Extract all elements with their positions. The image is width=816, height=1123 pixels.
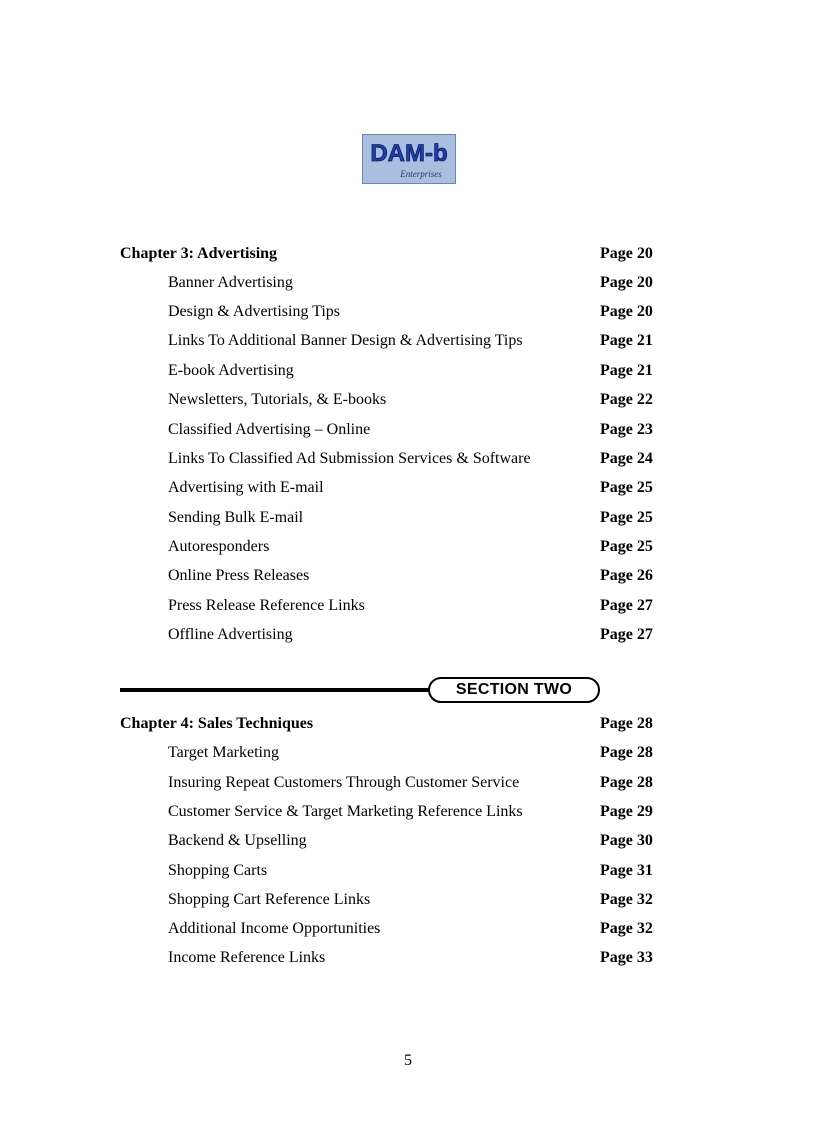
chapter-page: Page 20 [600,245,653,262]
toc-entry[interactable] [0,741,816,765]
toc-entry-page: Page 26 [600,567,653,584]
toc-entry-page: Page 31 [600,862,653,879]
toc-entry-page: Page 29 [600,803,653,820]
toc-entry[interactable] [0,946,816,970]
chapter-3-heading[interactable] [0,242,816,266]
toc-entry-title: Offline Advertising [168,626,293,643]
toc-entry-page: Page 30 [600,832,653,849]
toc-entry[interactable] [0,535,816,559]
toc-entry[interactable] [0,329,816,353]
toc-entry-title: Banner Advertising [168,274,293,291]
chapter-title: Chapter 3: Advertising [120,245,278,262]
toc-entry[interactable] [0,271,816,295]
toc-entry-title: Classified Advertising – Online [168,421,371,438]
toc-entry[interactable] [0,418,816,442]
toc-entry[interactable] [0,800,816,824]
toc-entry-title: Press Release Reference Links [168,597,365,614]
toc-entry-title: Target Marketing [168,744,279,761]
toc-entry-title: Income Reference Links [168,949,326,966]
toc-entry-title: Additional Income Opportunities [168,920,381,937]
section-rule [120,688,438,692]
toc-entry-title: Customer Service & Target Marketing Reference Links [168,803,523,820]
toc-entry[interactable] [0,476,816,500]
toc-entry-title: Links To Additional Banner Design & Advertising Tips [168,332,523,349]
toc-entry[interactable] [0,300,816,324]
chapter-page: Page 28 [600,715,653,732]
toc-entry-page: Page 25 [600,479,653,496]
toc-entry-page: Page 33 [600,949,653,966]
toc-entry-page: Page 21 [600,362,653,379]
toc-entry-page: Page 22 [600,391,653,408]
toc-entry-title: Advertising with E-mail [168,479,324,496]
toc-entry-title: Shopping Carts [168,862,268,879]
toc-entry-title: Online Press Releases [168,567,310,584]
toc-entry-page: Page 32 [600,891,653,908]
toc-entry[interactable] [0,623,816,647]
svg-text:Enterprises: Enterprises [400,169,442,179]
toc-entry-title: Sending Bulk E-mail [168,509,304,526]
toc-entry-page: Page 27 [600,626,653,643]
toc-entry-page: Page 27 [600,597,653,614]
toc-entry-title: Shopping Cart Reference Links [168,891,371,908]
toc-entry-title: Newsletters, Tutorials, & E-books [168,391,387,408]
toc-entry[interactable] [0,771,816,795]
toc-entry-page: Page 32 [600,920,653,937]
toc-entry-title: Autoresponders [168,538,270,555]
toc-entry[interactable] [0,506,816,530]
toc-entry-title: Insuring Repeat Customers Through Customer Service [168,774,520,791]
toc-entry[interactable] [0,564,816,588]
page-number: 5 [404,1052,412,1069]
section-two-divider [120,675,610,707]
toc-entry[interactable] [0,388,816,412]
toc-entry-page: Page 20 [600,274,653,291]
toc-entry[interactable] [0,917,816,941]
toc-entry-page: Page 20 [600,303,653,320]
toc-entry[interactable] [0,359,816,383]
toc-entry-title: Backend & Upselling [168,832,307,849]
toc-entry-page: Page 28 [600,744,653,761]
svg-text:DAM-b: DAM-b [370,140,448,167]
toc-entry-page: Page 23 [600,421,653,438]
toc-entry-page: Page 24 [600,450,653,467]
toc-entry[interactable] [0,859,816,883]
toc-entry[interactable] [0,888,816,912]
toc-entry-page: Page 25 [600,509,653,526]
toc-entry-title: E-book Advertising [168,362,294,379]
toc-entry-page: Page 28 [600,774,653,791]
toc-entry-page: Page 21 [600,332,653,349]
toc-entry-title: Links To Classified Ad Submission Services & Software [168,450,531,467]
toc-entry[interactable] [0,829,816,853]
toc-entry[interactable] [0,447,816,471]
dam-b-logo [362,134,456,184]
chapter-4-heading[interactable] [0,712,816,736]
chapter-title: Chapter 4: Sales Techniques [120,715,314,732]
toc-entry-title: Design & Advertising Tips [168,303,341,320]
section-two-label: SECTION TWO [428,677,600,703]
toc-entry[interactable] [0,594,816,618]
toc-entry-page: Page 25 [600,538,653,555]
